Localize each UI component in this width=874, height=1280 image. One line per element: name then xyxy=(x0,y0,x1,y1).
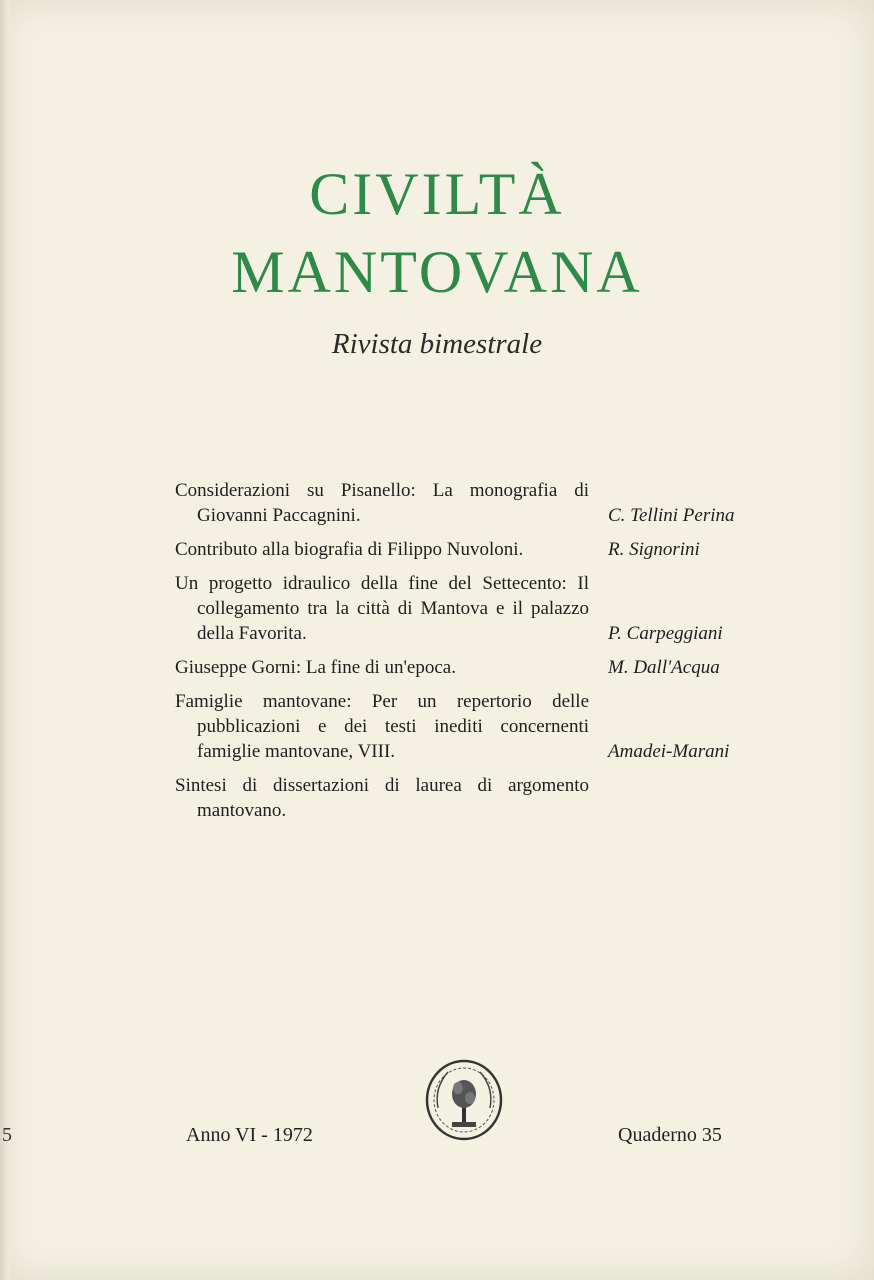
toc-entry xyxy=(175,537,775,562)
article-author: R. Signorini xyxy=(608,539,700,560)
article-title: Famiglie mantovane: Per un repertorio delle pubblicazioni e dei testi inediti concernenti famiglie mantovane, VIII. xyxy=(175,691,589,762)
subtitle: Rivista bimestrale xyxy=(331,328,543,360)
toc-entry xyxy=(175,571,775,646)
year-label: Anno VI - 1972 xyxy=(186,1124,313,1146)
article-title: Considerazioni su Pisanello: La monografia di Giovanni Paccagnini. xyxy=(175,480,589,526)
article-author: Amadei-Marani xyxy=(608,741,730,762)
article-title: Un progetto idraulico della fine del Settecento: Il collegamento tra la città di Mantova e il palazzo della Favorita. xyxy=(175,573,589,644)
article-author: M. Dall'Acqua xyxy=(608,657,720,678)
article-title: Contributo alla biografia di Filippo Nuvoloni. xyxy=(175,539,524,560)
table-of-contents xyxy=(175,478,775,832)
toc-entry xyxy=(175,773,775,823)
tree-wreath-emblem-icon xyxy=(424,1058,504,1142)
issue-label: Quaderno 35 xyxy=(618,1124,722,1146)
toc-entry xyxy=(175,478,775,528)
toc-entry xyxy=(175,655,775,680)
article-author: C. Tellini Perina xyxy=(608,505,735,526)
title-line-2: MANTOVANA xyxy=(231,239,643,305)
title-line-1: CIVILTÀ xyxy=(309,161,565,227)
article-title: Sintesi di dissertazioni di laurea di argomento mantovano. xyxy=(175,775,589,821)
toc-entry xyxy=(175,689,775,764)
article-author: P. Carpeggiani xyxy=(608,623,723,644)
spine-mark: 5 xyxy=(2,1124,12,1146)
article-title: Giuseppe Gorni: La fine di un'epoca. xyxy=(175,657,456,678)
